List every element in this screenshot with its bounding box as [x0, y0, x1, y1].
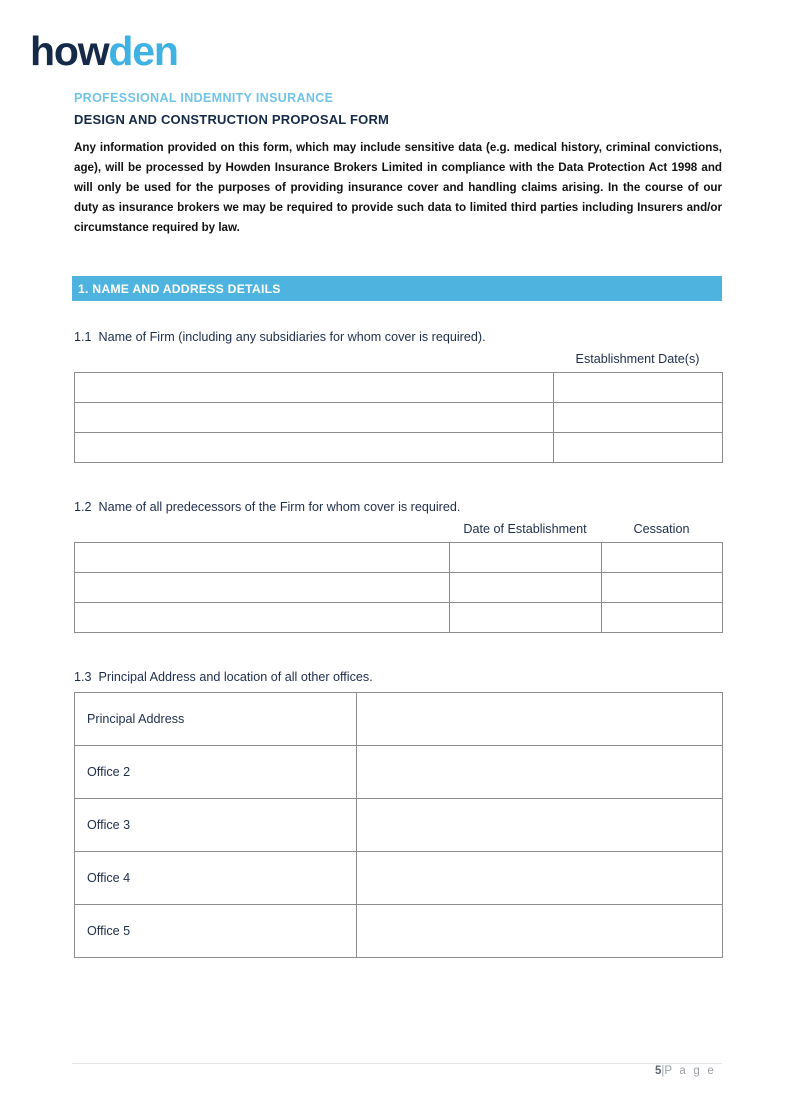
table-1-1-firm-names: [74, 372, 723, 463]
cell-date-established[interactable]: [450, 543, 602, 573]
question-1-1-number: 1.1: [74, 330, 92, 344]
table-row: [75, 543, 723, 573]
cell-date-established[interactable]: [450, 603, 602, 633]
table-row: [75, 573, 723, 603]
question-1-2-number: 1.2: [74, 500, 92, 514]
table-1-3-offices: [74, 692, 723, 958]
footer-separator: |: [661, 1065, 665, 1077]
table-row: [75, 905, 723, 958]
table-1-1-column-headers: [553, 352, 722, 366]
cell-predecessor-name[interactable]: [75, 543, 450, 573]
howden-logo: [30, 28, 178, 74]
cell-cessation[interactable]: [602, 543, 723, 573]
section-header-name-and-address: 1. NAME AND ADDRESS DETAILS: [72, 276, 722, 301]
row-label-office-3: Office 3: [75, 799, 357, 852]
table-row: [75, 693, 723, 746]
row-label-office-5: Office 5: [75, 905, 357, 958]
question-1-1-label: [74, 330, 486, 344]
cell-firm-name[interactable]: [75, 433, 554, 463]
cell-predecessor-name[interactable]: [75, 573, 450, 603]
column-header-date-of-establishment: Date of Establishment: [463, 522, 587, 536]
footer-page-num-value: 5: [654, 1065, 662, 1077]
row-label-office-4: Office 4: [75, 852, 357, 905]
question-1-2-label: [74, 500, 460, 514]
cell-predecessor-name[interactable]: [75, 603, 450, 633]
table-row: [75, 433, 723, 463]
cell-office-4-value[interactable]: [357, 852, 723, 905]
table-row: [75, 373, 723, 403]
document-title-block: [74, 90, 389, 128]
question-1-3-number: 1.3: [74, 670, 92, 684]
page-title: DESIGN AND CONSTRUCTION PROPOSAL FORM: [74, 111, 390, 127]
footer-page-word: P a g e: [664, 1065, 716, 1077]
question-1-3-text: Principal Address and location of all other offices.: [98, 670, 373, 684]
table-row: [75, 852, 723, 905]
cell-cessation[interactable]: [602, 603, 723, 633]
table-1-2-column-headers: [449, 522, 722, 536]
cell-establishment-date[interactable]: [554, 433, 723, 463]
table-1-2-predecessors: [74, 542, 723, 633]
cell-office-3-value[interactable]: [357, 799, 723, 852]
column-header-cessation: Cessation: [633, 522, 690, 536]
logo-text-den: den: [108, 28, 178, 74]
footer-page-number: [655, 1065, 716, 1077]
question-1-3-label: [74, 670, 373, 684]
table-row: [75, 746, 723, 799]
table-row: [75, 403, 723, 433]
document-subtitle: PROFESSIONAL INDEMNITY INSURANCE: [74, 91, 334, 105]
cell-establishment-date[interactable]: [554, 373, 723, 403]
data-protection-notice: Any information provided on this form, which may include sensitive data (e.g. medical history, criminal convictions, age), will be processed by Howden Insurance Brokers Limited in compliance with the Data Protection Act 1998 and will only be used for the purposes of providing insurance cover and handling claims arising. In the course of our duty as insurance brokers we may be required to provide such data to limited third parties including Insurers and/or circumstance required by law.: [74, 141, 722, 234]
logo-text-how: how: [30, 28, 109, 74]
row-label-principal-address: Principal Address: [75, 693, 357, 746]
question-1-1-text: Name of Firm (including any subsidiaries for whom cover is required).: [98, 330, 486, 344]
footer-divider: [72, 1063, 722, 1064]
cell-principal-address-value[interactable]: [357, 693, 723, 746]
question-1-2-text: Name of all predecessors of the Firm for whom cover is required.: [98, 500, 461, 514]
cell-date-established[interactable]: [450, 573, 602, 603]
cell-office-5-value[interactable]: [357, 905, 723, 958]
row-label-office-2: Office 2: [75, 746, 357, 799]
cell-office-2-value[interactable]: [357, 746, 723, 799]
cell-establishment-date[interactable]: [554, 403, 723, 433]
cell-firm-name[interactable]: [75, 373, 554, 403]
table-row: [75, 799, 723, 852]
cell-firm-name[interactable]: [75, 403, 554, 433]
column-header-establishment-dates: Establishment Date(s): [575, 352, 700, 366]
cell-cessation[interactable]: [602, 573, 723, 603]
table-row: [75, 603, 723, 633]
